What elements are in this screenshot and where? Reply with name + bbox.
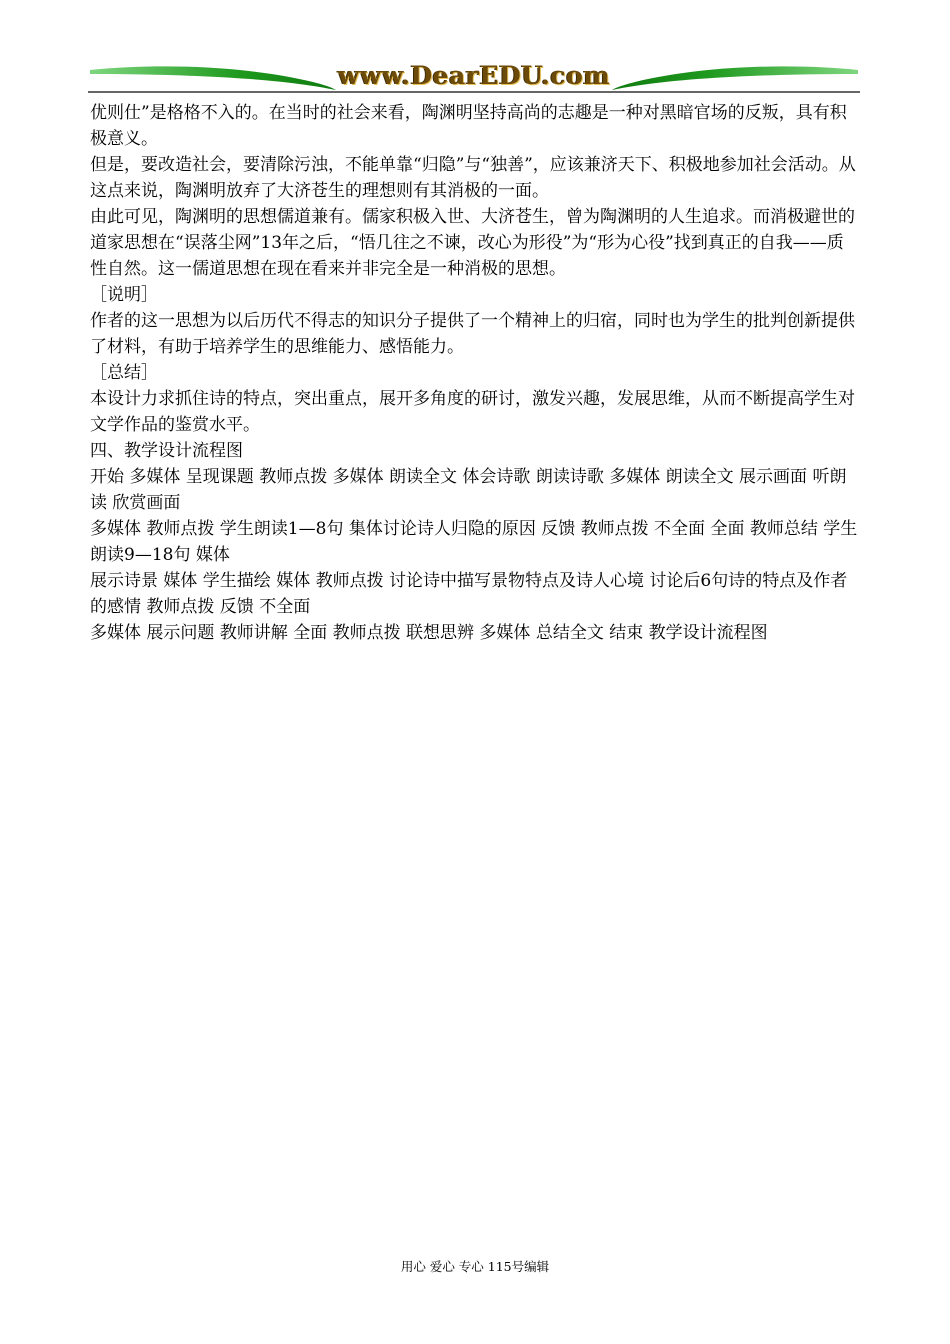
- paragraph: 由此可见，陶渊明的思想儒道兼有。儒家积极入世、大济苍生，曾为陶渊明的人生追求。而消极避世的道家思想在“误落尘网”13年之后，“悟几往之不谏，改心为形役”为“形为心役”找到真正的自我——质性自然。这一儒道思想在现在看来并非完全是一种消极的思想。: [90, 207, 855, 279]
- section-heading-explanation: ［说明］: [90, 285, 158, 305]
- site-header: [88, 56, 860, 98]
- page-footer: 用心 爱心 专心 115号编辑: [400, 1259, 550, 1274]
- paragraph: 但是，要改造社会，要清除污浊，不能单靠“归隐”与“独善”，应该兼济天下、积极地参加社会活动。从这点来说，陶渊明放弃了大济苍生的理想则有其消极的一面。: [90, 155, 856, 201]
- paragraph: 作者的这一思想为以后历代不得志的知识分子提供了一个精神上的归宿，同时也为学生的批判创新提供了材料，有助于培养学生的思维能力、感悟能力。: [90, 311, 855, 357]
- flowchart-line: 多媒体 展示问题 教师讲解 全面 教师点拨 联想思辨 多媒体 总结全文 结束 教学设计流程图: [90, 623, 768, 643]
- flowchart-line: 多媒体 教师点拨 学生朗读1—8句 集体讨论诗人归隐的原因 反馈 教师点拨 不全面 全面 教师总结 学生朗读9—18句 媒体: [90, 519, 858, 565]
- site-logo-text: www.DearEDU.com: [337, 61, 611, 90]
- section-heading-summary: ［总结］: [90, 363, 158, 383]
- section-heading-flowchart: 四、教学设计流程图: [90, 441, 243, 461]
- paragraph: 本设计力求抓住诗的特点，突出重点，展开多角度的研讨，激发兴趣，发展思维，从而不断提高学生对文学作品的鉴赏水平。: [90, 389, 855, 435]
- flowchart-line: 开始 多媒体 呈现课题 教师点拨 多媒体 朗读全文 体会诗歌 朗读诗歌 多媒体 朗读全文 展示画面 听朗读 欣赏画面: [90, 467, 847, 513]
- flowchart-line: 展示诗景 媒体 学生描绘 媒体 教师点拨 讨论诗中描写景物特点及诗人心境 讨论后6句诗的特点及作者的感情 教师点拨 反馈 不全面: [90, 571, 848, 617]
- paragraph: 优则仕”是格格不入的。在当时的社会来看，陶渊明坚持高尚的志趣是一种对黑暗官场的反叛，具有积极意义。: [90, 103, 847, 149]
- document-body: [90, 100, 860, 646]
